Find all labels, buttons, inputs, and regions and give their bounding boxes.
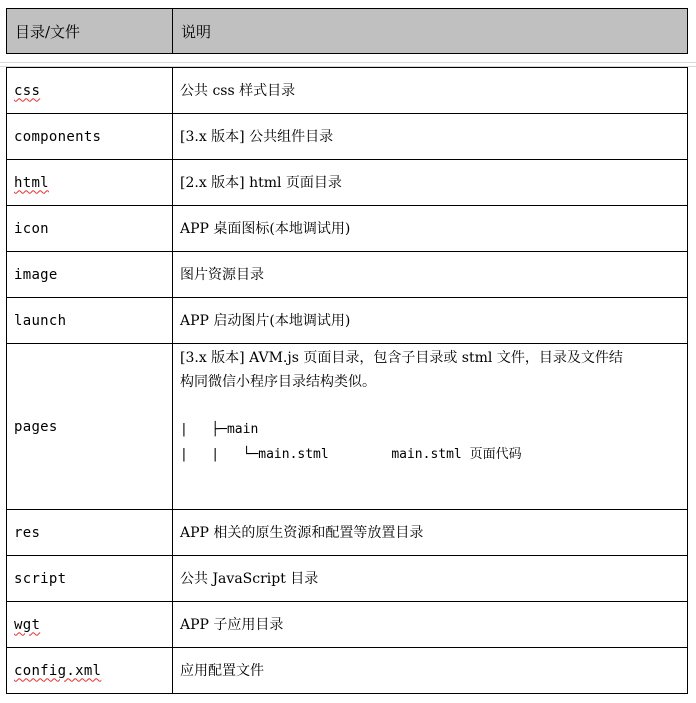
file-name: css: [14, 82, 41, 99]
table-row: [7, 602, 688, 648]
table-row: [7, 648, 688, 694]
directory-table: [6, 67, 688, 694]
table-row: [7, 344, 688, 510]
description-line: [3.x 版本] AVM.js 页面目录，包含子目录或 stml 文件，目录及文件结: [180, 350, 623, 366]
header-cell-description: 说明: [173, 9, 688, 54]
file-name-cell: [7, 602, 173, 648]
blank-line: [180, 394, 680, 417]
description-cell: [2.x 版本] html 页面目录: [173, 160, 688, 206]
description-cell: APP 子应用目录: [173, 602, 688, 648]
file-name-cell: [7, 68, 173, 114]
file-name-cell: image: [7, 252, 173, 298]
table-row: [7, 510, 688, 556]
table-row: [7, 68, 688, 114]
file-name-cell: launch: [7, 298, 173, 344]
divider: [0, 62, 696, 63]
file-name-cell: script: [7, 556, 173, 602]
description-cell: 公共 css 样式目录: [173, 68, 688, 114]
file-name: html: [14, 174, 49, 191]
description-cell: 图片资源目录: [173, 252, 688, 298]
tree-line: | | └─main.stml main.stml 页面代码: [180, 447, 522, 462]
file-name: config.xml: [14, 662, 102, 679]
description-cell: 公共 JavaScript 目录: [173, 556, 688, 602]
description-cell: APP 相关的原生资源和配置等放置目录: [173, 510, 688, 556]
description-cell: [173, 344, 688, 510]
table-row: [7, 160, 688, 206]
table-row: [7, 114, 688, 160]
table-row: [7, 206, 688, 252]
description-cell: [3.x 版本] 公共组件目录: [173, 114, 688, 160]
description-cell: APP 桌面图标(本地调试用): [173, 206, 688, 252]
table-row: [7, 556, 688, 602]
table-row: [7, 298, 688, 344]
header-table: [6, 8, 688, 54]
file-name-cell: res: [7, 510, 173, 556]
table-row: [7, 252, 688, 298]
file-name-cell: pages: [7, 344, 173, 510]
header-row: [7, 9, 688, 54]
description-line: 构同微信小程序目录结构类似。: [180, 374, 376, 390]
file-name-cell: components: [7, 114, 173, 160]
description-cell: 应用配置文件: [173, 648, 688, 694]
file-name-cell: icon: [7, 206, 173, 252]
file-name: wgt: [14, 616, 41, 633]
tree-line: | ├─main: [180, 422, 259, 437]
file-name-cell: [7, 648, 173, 694]
description-cell: APP 启动图片(本地调试用): [173, 298, 688, 344]
header-cell-directory: 目录/文件: [7, 9, 173, 54]
file-name-cell: [7, 160, 173, 206]
